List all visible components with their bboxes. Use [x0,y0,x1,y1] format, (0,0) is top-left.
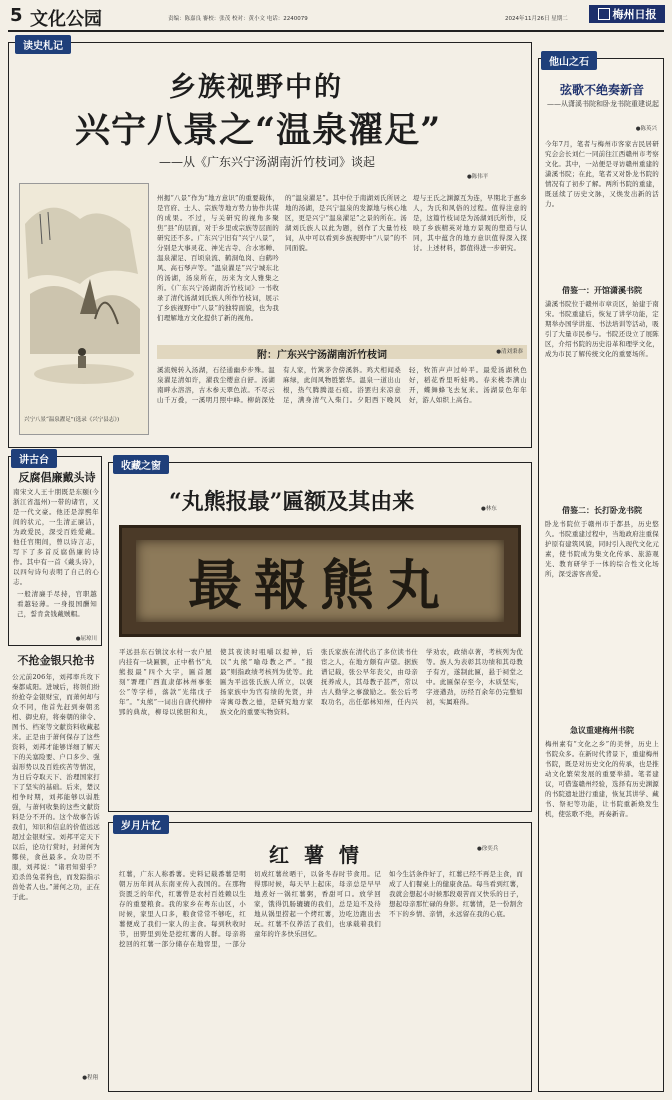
appendix-title: 附：广东兴宁汤湖南沂竹枝词 [257,350,387,361]
appendix-header [157,345,527,359]
issue-date: 2024年11月26日 星期二 [505,16,568,22]
body-col-1: 州揭“八景”作为“地方意识”的重要载体，是官府、士人、宗族等地方势力协作共谋的成果。不过，与关研究的视角多聚焦“县”的层面，对于乡里或宗族等层面的研究还不多。广东兴宁旧有“兴宁八景”，分别是大事灵花、神光古寺、合水寒蝉、温泉濯足、百顷泉流、鹤洞龟岗、白鹤吟风、高石琴声等。“温泉濯足”兴宁城东北的汤湖，汤泉所在，历来为文人雅集之所。《广东兴宁汤湖南沂竹枝词》一书收录了清代汤湖刘氏族人所作竹枝词，展示了乡族视野中“八景”的独特面貌，也为我们理解地方文化提供了新的视角。 [157,194,279,322]
sidebar-section-2-body: 卧龙书院位于赣州市于都县，历史悠久。书院重建过程中，当地政府注重保护原有建筑风貌，同时引入现代文化元素，使书院成为集文化传承、旅游观光、教育研学于一体的综合性文化场所，深受游客喜爱。 [545,520,659,578]
paper-logo: 梅州日报 [589,5,665,23]
plaque-text: 最報熊丸 [188,552,452,617]
plaque-inner [136,540,504,622]
landscape-painting-art [20,184,148,412]
sidebar-subtitle: ——从潇溪书院和卧龙书院重建说起 [547,100,659,108]
page-number: 5 [10,5,23,26]
poem: 一般清廉手尽持，官职越看越轻薄。一身报国酬知己，誓肯贪钱戴贼帽。 [17,590,97,618]
article-sweet-potato [108,822,532,1092]
article-body: 公元前206年，刘邦率兵攻下秦都咸阳。进城后，将领们纷纷抢夺金银财宝，而萧何却与众不同，他首先赶到秦朝丞相、御史府，将秦朝的律令、图书、档案等文献资料收藏起来。正是由于萧何保存了这些资料，刘邦才能够详细了解天下的关塞险要、户口多少、强弱形势以及百姓疾苦等情况，为日后夺取天下、治理国家打下了坚实的基础。后来，楚汉相争时期，刘邦能够以弱胜强，与萧何收集的这些文献资料是分不开的。这个故事告诉我们，知识和信息的价值远远超过金银财宝。刘邦平定天下以后，论功行赏时，封萧何为酂侯，食邑最多。众功臣不服，刘邦说：“诸君知猎乎？追杀兽兔者狗也，而发踪指示兽处者人也。”萧何之功，正在于此。 [12,673,100,901]
subtitle: ——从《广东兴宁汤湖南沂竹枝词》谈起 [159,155,376,169]
sidebar-section-2-title: 借鉴二：长打卧龙书院 [562,505,642,515]
sidebar-section-1-title: 借鉴一：开馆潇溪书院 [562,285,642,295]
column-tag: 讲古台 [11,449,57,468]
article-body: 南宋文人王十朋既是东颐(今浙江省温州)一带的诸官，又是一代文豪。他还是淳熙年间的状元，一生清正廉洁，为政爱民，深受百姓爱戴。他任官期间，曾以诗言志，写下了多首反腐倡廉的诗作。其中有一首《戴头诗》，以四句诗句表明了自己的心志。 [13,488,99,586]
sidebar-intro: 今年7月，笔者与梅州市客家古民居研究会会长刘仁一同前往江西赣州市考察文化。其中，一站便是寻访赣州重建的潇溪书院；在此，笔者又对卧龙书院的情况有了初步了解。两所书院的重建，既延续了历史文脉，又焕发出新的活力。 [545,140,659,208]
column-tag: 岁月片忆 [113,815,169,834]
body-col-2: 的“温泉濯足”。其中位于南湖刘氏所居之地的汤湖，是兴宁温泉的发源地与核心地区，更是兴宁“温泉濯足”之景的所在。汤湖刘氏族人以此为题，创作了大量竹枝词，从中可以看到乡族视野中“八景”的不同面貌。 [285,194,407,252]
byline: ●程翔 [82,1075,98,1081]
byline: ●屈琼川 [75,636,97,642]
column-tag: 收藏之窗 [113,455,169,474]
plaque-photo [119,525,521,637]
column-tag: 读史札记 [15,35,71,54]
article-books-not-gold [8,650,102,1090]
sidebar-title: 弦歌不绝奏新音 [559,83,644,97]
body-col-1: 红薯，广东人称番薯。史料记载番薯是明朝万历年间从东南亚传入我国的。在那物资匮乏的年代，红薯曾是农村百姓赖以生存的重要粮食。我的家乡在粤东山区，小时候，家里人口多，粮食常常不够吃，红薯便成了我们一家人的主食。每到秋收时节，田野里到处是挖红薯的人群。母亲将挖回的红薯一部分储存在地窖里，一部分切成红薯丝晒干，以备冬春时节食用。记得那时候，每天早上起床，母亲总是早早地煮好一锅红薯粥，香甜可口。放学回家，饿得饥肠辘辘的我们，总是迫不及待地从锅里捞起一个烤红薯，边吃边跑出去玩。红薯不仅养活了我们，也承载着我们童年的许多快乐回忆。 [119,870,381,948]
article-plaque [108,462,532,812]
sidebar-section-3-title: 急议重建梅州书院 [570,725,634,735]
byline: ●林东 [481,506,497,512]
body-col-1: 平远县东石镇汶水村一农户屋内挂有一块匾额，正中楷书“丸熊报最”四个大字，匾首题刻“署理广西直隶郁林州事张公”等字样，落款“光绪戊子年”。“丸熊”一词出自唐代柳仲郢的典故，柳母以熊胆和丸，使其夜读时咀嚼以提神，后以“丸熊”喻母教之严。“报最”则指政绩考核列为优等。此匾为平远张氏族人所立，以褒扬家族中为官有绩的先贤，并寄寓母教之德，是研究地方家族文化的重要实物资料。 [119,648,313,716]
section-title: 文化公园 [30,9,102,30]
painting-caption: 兴宁八景“温泉濯足”(选录《兴宁县志》) [24,417,120,423]
headline-line-1: 乡族视野中的 [169,72,343,103]
body-col-2: 张氏家族在清代出了多位读书仕宦之人，在地方颇有声望。据族谱记载，张公早年丧父，由母亲抚养成人，其母教子甚严，常以古人勤学之事激励之。张公后考取功名，出任郁林知州，任内兴学劝农，政绩卓著，考核列为优等。族人为表彰其功绩和其母教子有方，遂制此匾，悬于祠堂之中。此匾保存至今，木质坚实，字迹遒劲，历经百余年仍完整如初，实属难得。 [321,648,523,706]
article-hot-spring [8,42,532,448]
landscape-painting [19,183,149,435]
sidebar-section-3-body: 梅州素有“文化之乡”的美誉，历史上书院众多。在新时代背景下，重建梅州书院，既是对历史文化的传承，也是推动文化繁荣发展的重要举措。笔者建议，可借鉴赣州经验，选择有历史渊源的书院遗址进行重建，恢复其讲学、藏书、祭祀等功能，让书院重新焕发生机，使弦歌不绝，再奏新音。 [545,740,659,818]
byline: ●陈伟平 [467,174,489,180]
body-col-3: 堤与王氏之渊源互为连，早期北于惠乡人，为氏和风俗的过程。值得注意的是，这篇竹枝词是为汤湖刘氏所作，反映了乡族精英对地方景观的塑造与认同，其中蕴含的地方意识值得深入探讨。上述材料，都值得进一步研究。 [413,194,527,252]
sidebar-academies [538,58,664,1092]
headline-line-2: 兴宁八景之“温泉濯足” [75,110,442,151]
sidebar-section-1-body: 潇溪书院位于赣州市章贡区，始建于南宋。书院重建后，恢复了讲学功能，定期举办国学讲座、书法培训等活动，吸引了大量市民参与。书院还设立了展陈区，介绍书院的历史沿革和理学文化，成为市民了解传统文化的重要场所。 [545,300,659,358]
appendix-verses: 溪流婉转入汤湖，石径通幽步步殊。温泉濯足清如许，濯我尘缨意自舒。汤湖南畔水溶溶，古木参天翠色浓。不尽云山千万叠，一溪明月照中峰。柳荫深处有人家，竹篱茅舍傍溪斜。鸡犬相闻桑麻绿，此间风物胜繁华。温泉一道出山根，热气腾腾湿石痕。浴罢归来凉意足，满身清气入柴门。夕阳西下晚风轻，牧笛声声过岭平。最爱汤湖秋色好，稻花香里听蛙鸣。春来桃李满山开，蝶舞蜂飞去复来。汤湖景色年年好，游人如织上高台。 [157,366,527,404]
appendix-author: ●清刘秉恭 [496,349,523,355]
article-title: 不抢金银只抢书 [17,654,95,667]
byline: ●陈英兴 [635,126,657,132]
credits: 责编：陈嘉良 審校：张茂 校对：黄小文 电话：2240079 [168,16,308,22]
byline: ●徐奕兵 [477,846,499,852]
headline: 红 薯 情 [269,843,363,867]
paper-logo-icon [598,8,610,20]
article-title: 反腐倡廉戴头诗 [18,471,96,484]
column-tag: 他山之石 [541,51,597,70]
article-anti-corruption-poem [8,456,102,646]
headline: “丸熊报最”匾额及其由来 [169,489,415,515]
body-col-2: 如今生活条件好了，红薯已经不再是主食，而成了人们餐桌上的健康食品。每当看到红薯，我就会想起小时候那段艰苦而又快乐的日子，想起母亲那忙碌的身影。红薯情，是一份割舍不下的乡情、亲情，永远留在我的心底。 [389,870,523,918]
masthead [0,0,672,34]
masthead-rule [8,30,664,32]
